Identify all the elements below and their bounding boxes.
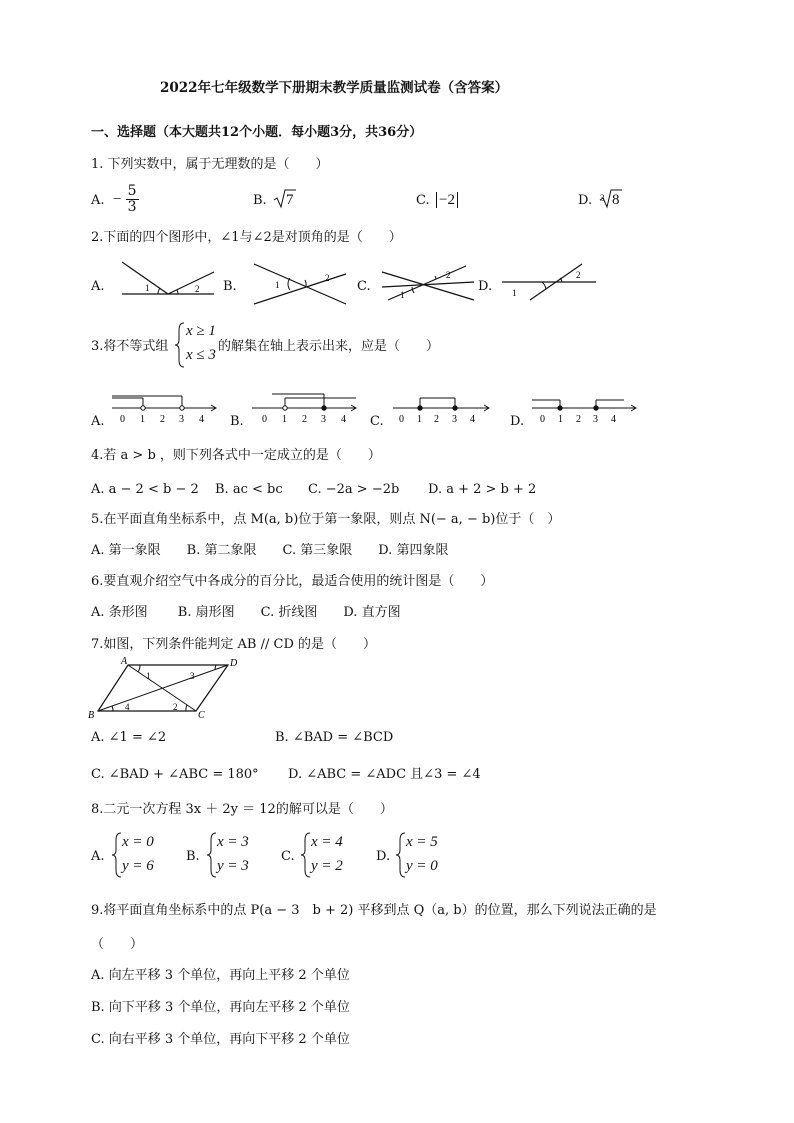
q8-option-a-label: A. bbox=[91, 849, 105, 864]
q8-option-b-line2: y = 3 bbox=[217, 858, 249, 874]
left-brace-icon bbox=[301, 832, 311, 878]
left-brace-icon bbox=[112, 832, 122, 878]
tick-3: 3 bbox=[321, 414, 326, 425]
tick-1: 1 bbox=[282, 414, 287, 425]
q8-option-d-line2: y = 0 bbox=[406, 858, 438, 874]
q1-stem: 1. 下列实数中，属于无理数的是（ ） bbox=[91, 157, 329, 172]
q2d-angle-2: 2 bbox=[576, 270, 581, 280]
q6-options: A. 条形图 B. 扇形图 C. 折线图 D. 直方图 bbox=[91, 605, 401, 620]
point-c: C bbox=[198, 710, 205, 721]
q9-option-a: A. 向左平移 3 个单位，再向上平移 2 个单位 bbox=[91, 968, 350, 983]
tick-4: 4 bbox=[470, 414, 475, 425]
q9-option-b: B. 向下平移 3 个单位，再向左平移 2 个单位 bbox=[91, 1000, 350, 1015]
q8-option-c-line2: y = 2 bbox=[311, 858, 343, 874]
left-brace-icon bbox=[207, 832, 217, 878]
tick-1: 1 bbox=[140, 414, 145, 425]
tick-3: 3 bbox=[593, 414, 598, 425]
left-brace-icon bbox=[396, 832, 406, 878]
fraction-numerator: 5 bbox=[127, 183, 137, 199]
tick-0: 0 bbox=[399, 414, 404, 425]
q2-option-a-label: A. bbox=[91, 279, 105, 294]
fraction bbox=[126, 184, 139, 215]
q9-answer-paren: （ ） bbox=[91, 937, 144, 952]
tick-1: 1 bbox=[417, 414, 422, 425]
q4-option-b: B. ac < bc bbox=[215, 482, 283, 497]
q5-stem: 5.在平面直角坐标系中，点 M(a, b)位于第一象限，则点 N(− a, − b)位于（ ） bbox=[91, 512, 561, 527]
q8-option-a-line2: y = 6 bbox=[122, 858, 154, 874]
q2-figure-d bbox=[500, 260, 600, 306]
q1-option-a-label: A. bbox=[91, 193, 105, 208]
tick-0: 0 bbox=[262, 414, 267, 425]
tick-2: 2 bbox=[160, 414, 165, 425]
q2-option-b-label: B. bbox=[223, 279, 237, 294]
q7-angle-4: 4 bbox=[125, 702, 130, 712]
q3-system-line-2: x ≤ 3 bbox=[186, 347, 216, 363]
q2-figure-c bbox=[378, 260, 478, 306]
q3-numberline-c bbox=[393, 392, 493, 424]
q2b-angle-2: 2 bbox=[325, 273, 330, 283]
q7-option-a: A. ∠1 = ∠2 bbox=[91, 730, 167, 745]
tick-3: 3 bbox=[179, 414, 184, 425]
q1-option-b-label: B. bbox=[253, 193, 267, 208]
q8-option-d-label: D. bbox=[376, 849, 391, 864]
q3-stem-prefix: 3.将不等式组 bbox=[91, 339, 169, 354]
section-heading: 一、选择题（本大题共12个小题．每小题3分，共36分） bbox=[91, 125, 423, 140]
q2a-angle-1: 1 bbox=[145, 283, 150, 293]
q2-stem: 2.下面的四个图形中，∠1与∠2是对顶角的是（ ） bbox=[91, 230, 402, 245]
q6-stem: 6.要直观介绍空气中各成分的百分比，最适合使用的统计图是（ ） bbox=[91, 574, 494, 589]
q5-options: A. 第一象限 B. 第二象限 C. 第三象限 D. 第四象限 bbox=[91, 543, 449, 558]
q8-option-a-line1: x = 0 bbox=[122, 834, 154, 850]
q1-option-a-fraction bbox=[113, 184, 139, 215]
q7-option-c: C. ∠BAD + ∠ABC = 180° bbox=[91, 767, 259, 782]
tick-0: 0 bbox=[540, 414, 545, 425]
q3-option-d-label: D. bbox=[510, 414, 525, 429]
q3-stem-suffix: 的解集在轴上表示出来，应是（ ） bbox=[218, 339, 440, 354]
q9-option-c: C. 向右平移 3 个单位，再向下平移 2 个单位 bbox=[91, 1032, 350, 1047]
tick-2: 2 bbox=[434, 414, 439, 425]
q1-option-c-label: C. bbox=[416, 193, 430, 208]
q2c-angle-1: 1 bbox=[400, 290, 405, 300]
q1-option-b-value: 7 bbox=[286, 192, 294, 208]
q2d-angle-1: 1 bbox=[512, 288, 517, 298]
q7-option-b: B. ∠BAD = ∠BCD bbox=[275, 730, 394, 745]
q2b-angle-1: 1 bbox=[275, 280, 280, 290]
q2-option-c-label: C. bbox=[357, 279, 371, 294]
q7-option-d: D. ∠ABC = ∠ADC 且∠3 = ∠4 bbox=[288, 767, 481, 782]
tick-0: 0 bbox=[120, 414, 125, 425]
tick-4: 4 bbox=[199, 414, 204, 425]
q3-system-line-1: x ≥ 1 bbox=[186, 323, 216, 339]
fraction-denominator: 3 bbox=[127, 199, 137, 215]
q3-numberline-a bbox=[112, 392, 218, 424]
q2-figure-a bbox=[118, 258, 218, 300]
point-a: A bbox=[121, 656, 128, 667]
q4-option-a: A. a − 2 < b − 2 bbox=[91, 482, 199, 497]
point-b: B bbox=[88, 710, 95, 721]
tick-1: 1 bbox=[558, 414, 563, 425]
q1-option-c-abs: −2 bbox=[436, 192, 458, 208]
q8-option-c-line1: x = 4 bbox=[311, 834, 343, 850]
q7-angle-2: 2 bbox=[173, 702, 178, 712]
q8-option-c-label: C. bbox=[281, 849, 295, 864]
q2a-angle-2: 2 bbox=[195, 284, 200, 294]
q4-option-c: C. −2a > −2b bbox=[308, 482, 400, 497]
q3-option-a-label: A. bbox=[91, 414, 105, 429]
q3-option-b-label: B. bbox=[230, 414, 244, 429]
point-d: D bbox=[230, 658, 238, 669]
q1-option-d-value: 8 bbox=[612, 192, 620, 208]
q3-option-c-label: C. bbox=[370, 414, 384, 429]
q4-option-d: D. a + 2 > b + 2 bbox=[428, 482, 537, 497]
q7-stem: 7.如图，下列条件能判定 AB // CD 的是（ ） bbox=[91, 637, 377, 652]
q8-option-d-line1: x = 5 bbox=[406, 834, 438, 850]
q3-numberline-d bbox=[532, 392, 638, 424]
q3-numberline-b bbox=[252, 392, 358, 424]
q7-parallelogram-figure bbox=[88, 655, 248, 721]
tick-4: 4 bbox=[341, 414, 346, 425]
tick-2: 2 bbox=[302, 414, 307, 425]
q2c-angle-2: 2 bbox=[446, 270, 451, 280]
left-brace-icon bbox=[175, 322, 185, 368]
q1-minus-sign: − bbox=[113, 191, 122, 208]
q1-option-d-root-index: 3 bbox=[600, 193, 605, 203]
q2-option-d-label: D. bbox=[478, 279, 493, 294]
page-title: 2022年七年级数学下册期末教学质量监测试卷（含答案） bbox=[160, 80, 509, 96]
q4-stem: 4.若 a > b ，则下列各式中一定成立的是（ ） bbox=[91, 448, 381, 463]
tick-4: 4 bbox=[611, 414, 616, 425]
q7-angle-1: 1 bbox=[146, 671, 151, 681]
tick-3: 3 bbox=[452, 414, 457, 425]
q1-option-d-label: D. bbox=[578, 193, 593, 208]
q8-option-b-label: B. bbox=[186, 849, 200, 864]
q8-stem: 8.二元一次方程 3x ＋ 2y ＝ 12的解可以是（ ） bbox=[91, 802, 393, 817]
q2-figure-b bbox=[250, 258, 350, 308]
q8-option-b-line1: x = 3 bbox=[217, 834, 249, 850]
q7-angle-3: 3 bbox=[190, 671, 195, 681]
tick-2: 2 bbox=[576, 414, 581, 425]
q9-stem: 9.将平面直角坐标系中的点 P(a − 3 b + 2) 平移到点 Q（a, b）的位置，那么下列说法正确的是 bbox=[91, 903, 657, 918]
